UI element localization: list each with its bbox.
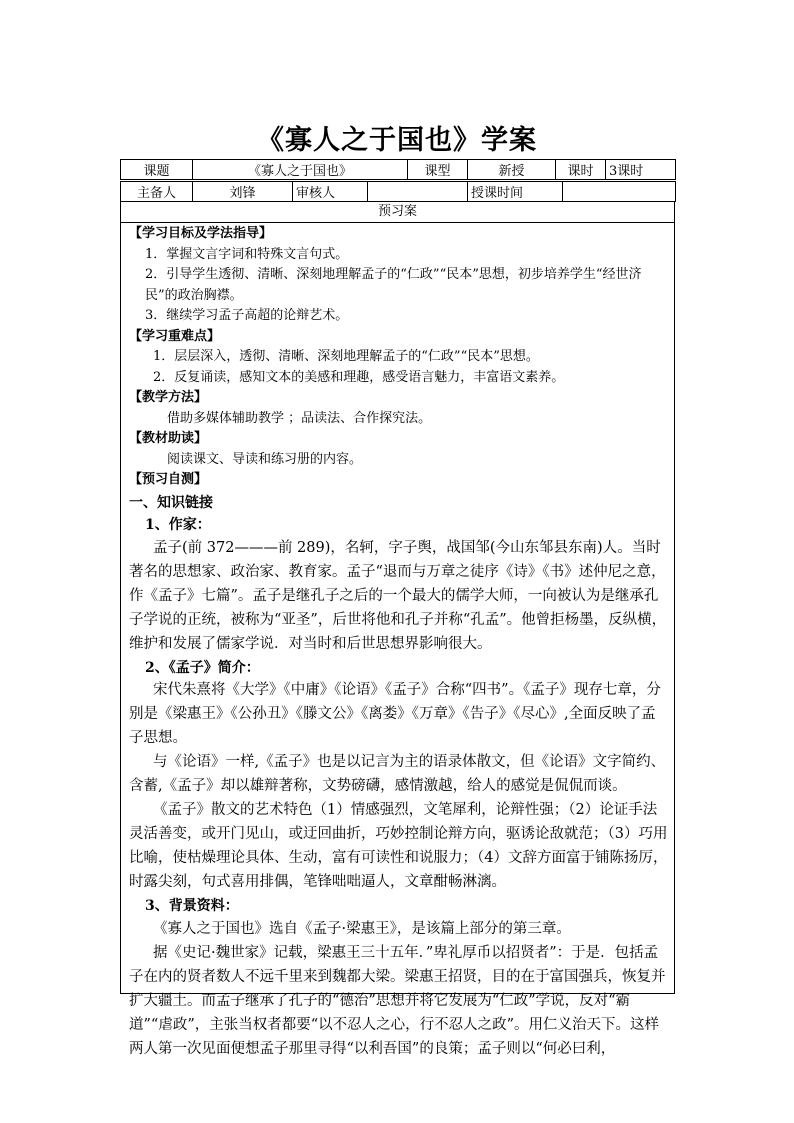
background-subheading: 3、背景资料： bbox=[145, 898, 239, 914]
label-author: 主备人 bbox=[121, 182, 193, 202]
author-paragraph: 孟子(前 372———前 289)，名轲，字子舆，战国邹(今山东邹县东南)人。当时著名的思想家、政治家、教育家。孟子“退而与万章之徒序《诗》《书》述仲尼之意，作《孟子》七篇”。孟子是继孔子之后的一个最大的儒学大师，一向被认为是继承孔子学说的正统，被称为“亚圣”，后世将他和孔子并称“孔孟”。他曾拒杨墨，反纵横，维护和发展了儒家学说．对当时和后世思想界影响很大。 bbox=[129, 539, 667, 652]
value-author: 刘锋 bbox=[193, 182, 293, 202]
label-periods: 课时 bbox=[556, 160, 606, 180]
lesson-info-table bbox=[120, 159, 676, 180]
label-type: 课型 bbox=[408, 160, 468, 180]
section-content bbox=[129, 224, 669, 1061]
label-class-time: 授课时间 bbox=[468, 182, 563, 202]
aids-text: 阅读课文、导读和练习册的内容。 bbox=[167, 451, 363, 467]
selftest-heading: 【预习自测】 bbox=[129, 472, 208, 487]
key-item: 1．层层深入，透彻、清晰、深刻地理解孟子的“仁政”“民本”思想。 bbox=[153, 349, 539, 364]
table-row bbox=[121, 182, 676, 202]
author-subheading: 1、作家： bbox=[145, 517, 211, 533]
knowledge-link-heading: 一、知识链接 bbox=[129, 494, 213, 511]
background-paragraph: 《寡人之于国也》选自《孟子·梁惠王》，是该篇上部分的第三章。 bbox=[153, 920, 571, 937]
lesson-staff-table bbox=[120, 181, 676, 202]
method-heading: 【教学方法】 bbox=[129, 390, 208, 405]
book-paragraph: 宋代朱熹将《大学》《中庸》《论语》《孟子》合称“四书”。《孟子》现存七章，分别是《梁惠王》《公孙丑》《滕文公》《离娄》《万章》《告子》《尽心》,全面反映了孟子思想。 bbox=[129, 682, 661, 746]
value-class-time bbox=[563, 182, 676, 202]
preview-section bbox=[120, 202, 675, 1057]
value-reviewer bbox=[368, 182, 468, 202]
goals-heading: 【学习目标及学法指导】 bbox=[129, 226, 273, 241]
key-item: 2．反复诵读，感知文本的美感和理趣，感受语言魅力，丰富语文素养。 bbox=[153, 369, 565, 385]
goal-item: 3．继续学习孟子高超的论辩艺术。 bbox=[145, 308, 349, 323]
value-type: 新授 bbox=[468, 160, 556, 180]
label-reviewer: 审核人 bbox=[293, 182, 368, 202]
method-text: 借助多媒体辅助教学 ；品读法、合作探究法。 bbox=[167, 410, 432, 426]
background-paragraph: 据《史记·魏世家》记载，梁惠王三十五年．”卑礼厚币以招贤者”：于是．包括孟子在内的贤者数人不远千里来到魏都大梁。梁惠王招贤，目的在于富国强兵，恢复并扩大疆土。而孟子继承了孔子的“德治”思想并将它发展为“仁政”学说，反对“霸道”“虐政”，主张当权者都要“以不忍人之心，行不忍人之政”。用仁义治天下。这样两人第一次见面便想孟子那里寻得“以利吾国”的良策；孟子则以“何必曰利， bbox=[129, 944, 666, 1057]
book-subheading: 2、《孟子》简介： bbox=[145, 659, 260, 676]
value-periods: 3课时 bbox=[606, 160, 676, 180]
section-title: 预习案 bbox=[121, 202, 674, 223]
goal-item: 1．掌握文言字词和特殊文言句式。 bbox=[145, 246, 349, 262]
label-topic: 课题 bbox=[121, 160, 193, 180]
aids-heading: 【教材助读】 bbox=[129, 431, 208, 446]
key-heading: 【学习重难点】 bbox=[129, 328, 221, 344]
book-paragraph: 与《论语》一样,《孟子》也是以记言为主的语录体散文，但《论语》文字简约、含蓄,《孟子》却以雄辩著称，文势磅礴，感情激越，给人的感觉是侃侃而谈。 bbox=[129, 754, 666, 794]
table-row bbox=[121, 160, 676, 180]
page-title: 《寡人之于国也》学案 bbox=[257, 125, 537, 156]
goal-item: 2．引导学生透彻、清晰、深刻地理解孟子的“仁政”“民本”思想，初步培养学生“经世济民”的政治胸襟。 bbox=[145, 267, 642, 303]
value-topic: 《寡人之于国也》 bbox=[193, 160, 408, 180]
book-paragraph: 《孟子》散文的艺术特色（1）情感强烈，文笔犀利，论辩性强；（2）论证手法灵活善变，或开门见山，或迂回曲折，巧妙控制论辩方向，驱诱论敌就范；（3）巧用比喻，使枯燥理论具体、生动，富有可读性和说服力；（4）文辞方面富于铺陈扬厉，时露尖刻，句式喜用排偶，笔锋咄咄逼人，文章酣畅淋漓。 bbox=[129, 802, 668, 890]
